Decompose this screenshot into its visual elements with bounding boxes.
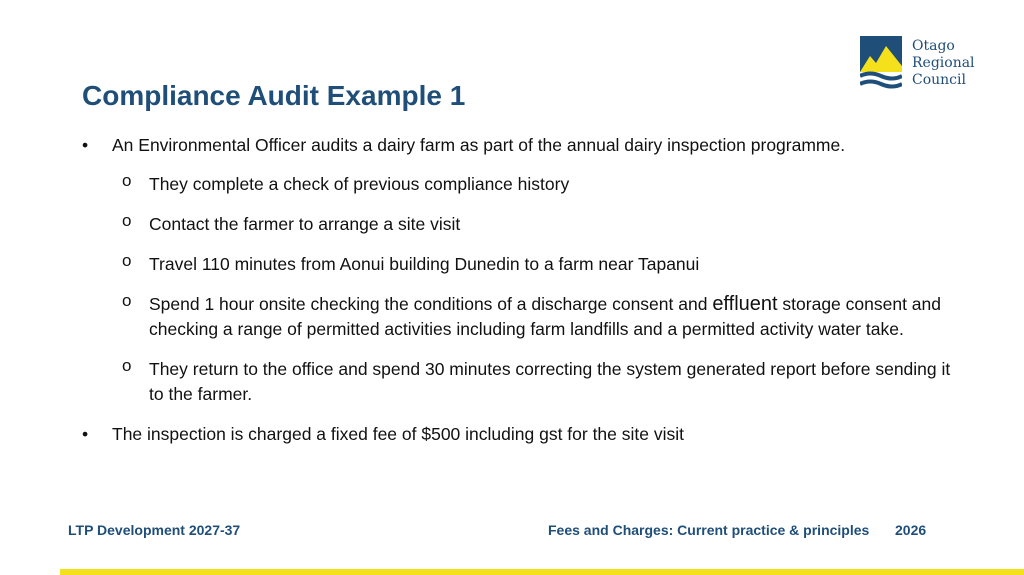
sub-bullet-marker: o <box>122 251 132 270</box>
bottom-accent-bar <box>60 569 1024 575</box>
sub-bullet-text: Contact the farmer to arrange a site visit <box>149 214 461 234</box>
sub-bullet-item <box>82 292 962 342</box>
effluent-word: effluent <box>712 293 778 315</box>
footer-left-text: LTP Development 2027-37 <box>68 522 241 538</box>
sub-bullet-text: They return to the office and spend 30 minutes correcting the system generated report before sending it to the farmer. <box>149 359 951 404</box>
logo-line-1: Otago <box>912 38 955 54</box>
bullet-marker: • <box>82 135 89 155</box>
bullet-text: An Environmental Officer audits a dairy farm as part of the annual dairy inspection programme. <box>112 135 846 155</box>
bullet-item <box>82 133 962 158</box>
bullet-marker: • <box>82 424 89 444</box>
logo-line-3: Council <box>912 72 966 88</box>
logo-text <box>912 38 975 89</box>
logo-line-2: Regional <box>912 55 975 71</box>
sub-bullet-marker: o <box>122 211 132 230</box>
footer-year: 2026 <box>895 522 927 538</box>
sub-bullet-marker: o <box>122 171 132 190</box>
sub-bullet-marker: o <box>122 291 132 310</box>
footer-middle-text: Fees and Charges: Current practice & principles <box>548 522 870 538</box>
sub-bullet-marker: o <box>122 356 132 375</box>
sub-bullet-item <box>82 212 962 237</box>
sub-bullet-text: Travel 110 minutes from Aonui building Dunedin to a farm near Tapanui <box>149 254 700 274</box>
bullet-item <box>82 422 962 447</box>
slide-body <box>82 133 962 461</box>
sub-bullet-text: They complete a check of previous compliance history <box>149 174 570 194</box>
mountain-logo-icon <box>860 36 902 92</box>
sub-bullet-item <box>82 172 962 197</box>
bullet-text: The inspection is charged a fixed fee of $500 including gst for the site visit <box>112 424 684 444</box>
sub-bullet-text-part-2: storage consent and checking a range of permitted activities including farm landfills and a permitted activity water take. <box>149 294 942 339</box>
sub-bullet-item <box>82 252 962 277</box>
otago-regional-council-logo <box>860 36 975 92</box>
slide-title: Compliance Audit Example 1 <box>82 80 466 111</box>
sub-bullet-text-part-1: Spend 1 hour onsite checking the conditions of a discharge consent and <box>149 294 713 314</box>
sub-bullet-item <box>82 357 962 407</box>
